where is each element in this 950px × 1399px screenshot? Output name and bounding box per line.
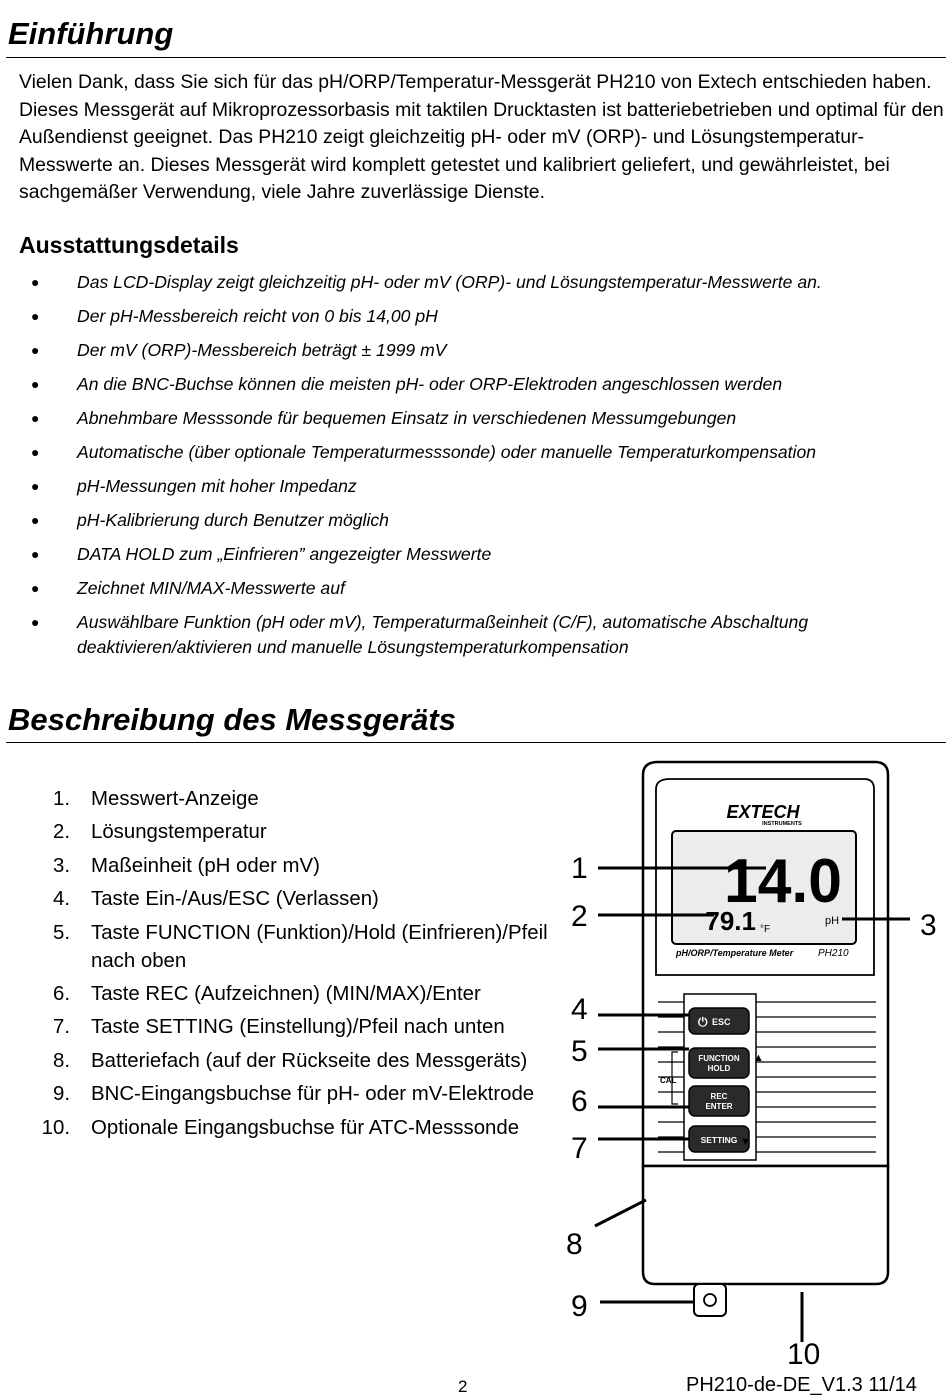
list-item bbox=[40, 1080, 560, 1108]
list-item bbox=[0, 440, 950, 465]
part-number: 10. bbox=[41, 1116, 70, 1139]
bullet-icon: ● bbox=[31, 444, 40, 460]
callout-6: 6 bbox=[571, 1085, 588, 1118]
function-label: FUNCTION bbox=[698, 1054, 740, 1063]
feature-text: Das LCD-Display zeigt gleichzeitig pH- oder mV (ORP)- und Lösungstemperatur-Messwerte an. bbox=[77, 272, 822, 292]
meter-diagram bbox=[560, 752, 950, 1374]
bullet-icon: ● bbox=[31, 580, 40, 596]
bullet-icon: ● bbox=[31, 410, 40, 426]
feature-text: Automatische (über optionale Temperaturmesssonde) oder manuelle Temperaturkompensation bbox=[77, 442, 817, 462]
part-number: 2. bbox=[52, 821, 70, 844]
callout-10: 10 bbox=[787, 1338, 821, 1371]
callout-5: 5 bbox=[571, 1035, 588, 1068]
list-item bbox=[0, 508, 950, 533]
list-item bbox=[40, 885, 560, 913]
part-number: 8. bbox=[52, 1049, 70, 1072]
battery-compartment bbox=[643, 1166, 888, 1284]
bullet-icon: ● bbox=[31, 342, 40, 358]
list-item bbox=[0, 304, 950, 329]
part-text: Lösungstemperatur bbox=[91, 821, 267, 844]
part-text: BNC-Eingangsbuchse für pH- oder mV-Elektrode bbox=[91, 1083, 535, 1106]
feature-text: DATA HOLD zum „Einfrieren” angezeigter Messwerte bbox=[77, 544, 492, 564]
part-number: 3. bbox=[52, 854, 70, 877]
brand-logo: EXTECH bbox=[726, 802, 800, 822]
feature-text: Abnehmbare Messsonde für bequemen Einsatz in verschiedenen Messumgebungen bbox=[77, 408, 737, 428]
list-item bbox=[40, 980, 560, 1008]
list-item bbox=[0, 542, 950, 567]
description-heading: Beschreibung des Messgeräts bbox=[8, 702, 456, 737]
feature-text: Zeichnet MIN/MAX-Messwerte auf bbox=[77, 578, 345, 598]
list-item bbox=[40, 852, 560, 880]
list-item bbox=[0, 338, 950, 363]
bullet-icon: ● bbox=[31, 308, 40, 324]
function-hold-button[interactable] bbox=[689, 1048, 749, 1078]
list-item bbox=[0, 474, 950, 499]
model-name: PH210 bbox=[818, 948, 849, 959]
arrow-down-icon: ▼ bbox=[740, 1136, 751, 1148]
part-number: 9. bbox=[52, 1083, 70, 1106]
enter-label: ENTER bbox=[705, 1102, 733, 1111]
arrow-up-icon: ▲ bbox=[753, 1052, 764, 1064]
feature-text: Auswählbare Funktion (pH oder mV), Temperaturmaßeinheit (C/F), automatische Abschaltung deaktivieren/aktivieren und manuelle Lösungstemperaturkompensation bbox=[77, 612, 809, 658]
document-id: PH210-de-DE_V1.3 11/14 bbox=[686, 1374, 917, 1396]
callout-4: 4 bbox=[571, 993, 588, 1026]
callout-8: 8 bbox=[566, 1228, 583, 1261]
part-number: 5. bbox=[52, 921, 70, 944]
bnc-socket-icon bbox=[704, 1294, 716, 1306]
part-text: Taste Ein-/Aus/ESC (Verlassen) bbox=[91, 888, 379, 911]
part-text: Taste REC (Aufzeichnen) (MIN/MAX)/Enter bbox=[91, 982, 481, 1005]
list-item bbox=[0, 576, 950, 601]
part-number: 7. bbox=[52, 1016, 70, 1039]
power-esc-button[interactable] bbox=[689, 1008, 749, 1034]
page-number: 2 bbox=[458, 1377, 468, 1396]
cal-label: CAL bbox=[660, 1076, 677, 1085]
bullet-icon: ● bbox=[31, 546, 40, 562]
heading-rule bbox=[6, 742, 946, 743]
feature-text: Der pH-Messbereich reicht von 0 bis 14,00 pH bbox=[77, 306, 438, 326]
power-esc-label: ESC bbox=[712, 1017, 731, 1027]
list-item bbox=[40, 919, 560, 975]
callout-9: 9 bbox=[571, 1290, 588, 1323]
features-list bbox=[0, 270, 950, 669]
part-number: 1. bbox=[52, 788, 70, 810]
brand-subtitle: INSTRUMENTS bbox=[762, 821, 802, 827]
intro-paragraph: Vielen Dank, dass Sie sich für das pH/ORP/Temperatur-Messgerät PH210 von Extech entschieden haben. Dieses Messgerät auf Mikroprozessorbasis mit taktilen Drucktasten ist batteriebetrieben und optimal für den Außendienst geeignet. Das PH210 zeigt gleichzeitig pH- oder mV (ORP)- und Lösungstemperatur-Messwerte an. Dieses Messgerät wird komplett getestet und kalibriert geliefert, und gewährleistet, bei sachgemäßer Verwendung, viele Jahre zuverlässige Dienste. bbox=[19, 71, 944, 204]
parts-list bbox=[40, 785, 560, 1147]
list-item bbox=[0, 372, 950, 397]
hold-label: HOLD bbox=[707, 1064, 731, 1073]
bullet-icon: ● bbox=[31, 376, 40, 392]
list-item bbox=[40, 1013, 560, 1041]
intro-heading: Einführung bbox=[8, 16, 174, 51]
part-text: Batteriefach (auf der Rückseite des Messgeräts) bbox=[91, 1049, 528, 1072]
rec-enter-button[interactable] bbox=[689, 1086, 749, 1116]
callout-1: 1 bbox=[571, 852, 588, 885]
bullet-icon: ● bbox=[31, 478, 40, 494]
list-item bbox=[40, 1114, 560, 1142]
list-item bbox=[40, 818, 560, 846]
callout-7: 7 bbox=[571, 1132, 588, 1165]
list-item bbox=[40, 785, 560, 813]
heading-rule bbox=[6, 57, 946, 58]
feature-text: pH-Messungen mit hoher Impedanz bbox=[77, 476, 357, 496]
part-text: Taste FUNCTION (Funktion)/Hold (Einfrieren)/Pfeil nach oben bbox=[91, 921, 548, 972]
power-icon: ⏻ bbox=[698, 1015, 708, 1029]
model-caption: pH/ORP/Temperature Meter bbox=[676, 948, 794, 958]
feature-text: An die BNC-Buchse können die meisten pH- oder ORP-Elektroden angeschlossen werden bbox=[77, 374, 783, 394]
bullet-icon: ● bbox=[31, 512, 40, 528]
setting-label: SETTING bbox=[700, 1135, 738, 1145]
list-item bbox=[0, 406, 950, 431]
feature-text: Der mV (ORP)-Messbereich beträgt ± 1999 mV bbox=[77, 340, 447, 360]
bullet-icon: ● bbox=[31, 614, 40, 630]
temperature-unit: °F bbox=[760, 924, 771, 935]
list-item bbox=[0, 270, 950, 295]
part-number: 6. bbox=[52, 982, 70, 1005]
list-item bbox=[0, 610, 950, 661]
callout-2: 2 bbox=[571, 900, 588, 933]
temperature-reading: 79.1 bbox=[705, 906, 756, 936]
features-heading: Ausstattungsdetails bbox=[19, 232, 239, 258]
main-reading: 14.0 bbox=[724, 847, 842, 916]
part-number: 4. bbox=[52, 888, 70, 911]
callout-3: 3 bbox=[920, 909, 937, 942]
rec-label: REC bbox=[710, 1092, 728, 1101]
mode-unit: pH bbox=[825, 915, 840, 927]
list-item bbox=[40, 1047, 560, 1075]
feature-text: pH-Kalibrierung durch Benutzer möglich bbox=[77, 510, 389, 530]
part-text: Maßeinheit (pH oder mV) bbox=[91, 854, 320, 877]
part-text: Optionale Eingangsbuchse für ATC-Messsonde bbox=[91, 1116, 520, 1139]
part-text: Messwert-Anzeige bbox=[91, 788, 259, 810]
part-text: Taste SETTING (Einstellung)/Pfeil nach unten bbox=[91, 1016, 505, 1039]
bullet-icon: ● bbox=[31, 274, 40, 290]
